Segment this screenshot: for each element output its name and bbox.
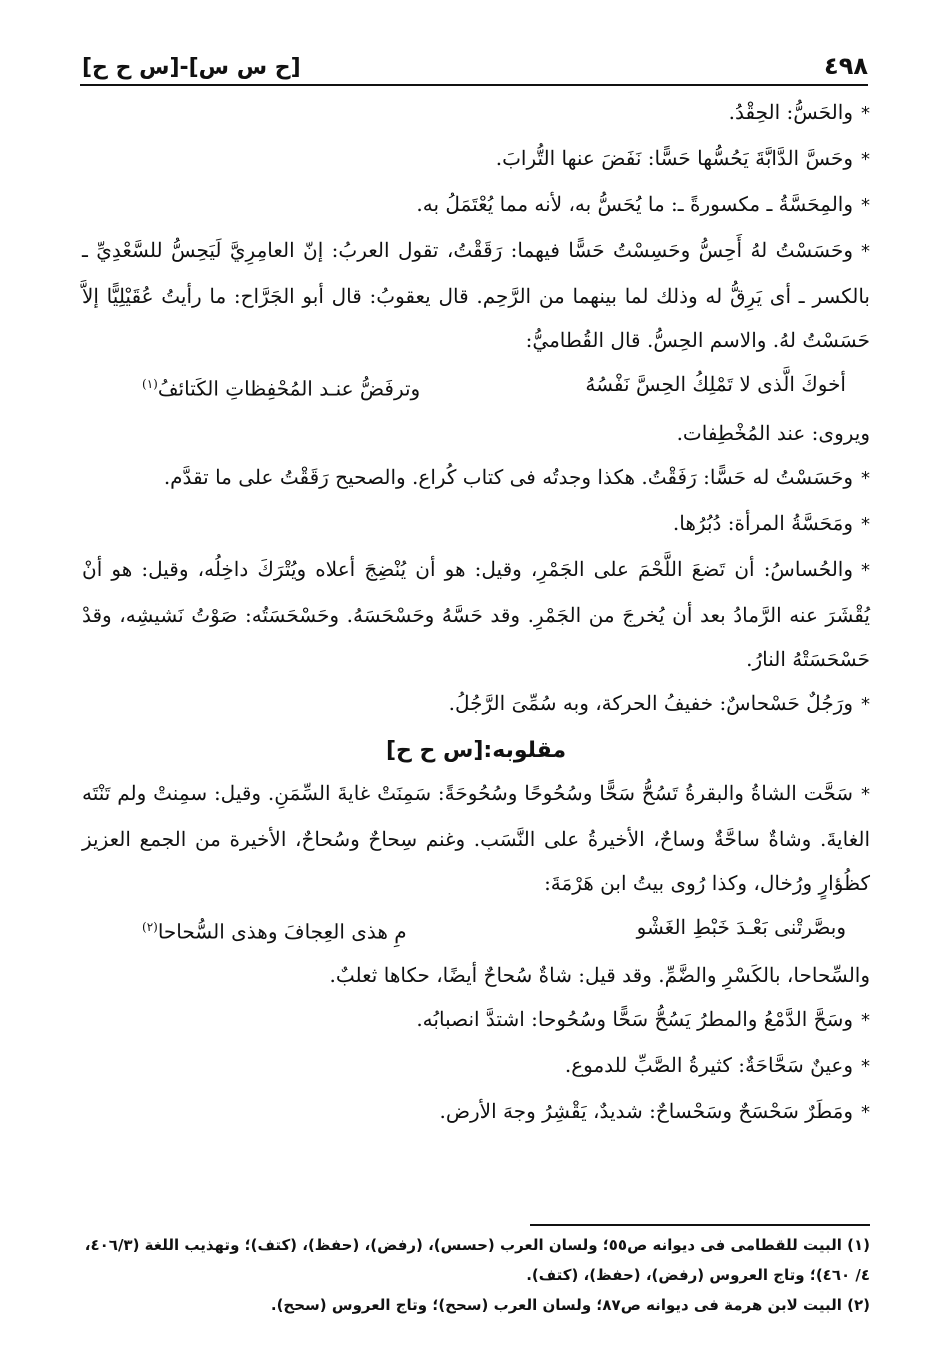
star-marker: * xyxy=(861,195,870,216)
verse-first-hemistich: وبصَّرتْنى بَعْـدَ خَبْطِ الغَشْو xyxy=(636,914,846,939)
star-marker: * xyxy=(861,241,870,262)
star-marker: * xyxy=(861,693,870,715)
footnote: (٢) البيت لابن هرمة فى ديوانه ص٨٧؛ ولسان العرب (سحح)؛ وتاج العروس (سحح). xyxy=(270,1296,870,1314)
entry-paragraph: والسِّحاحا، بالكَسْرِ والضَّمِّ. وقد قيل: شاةٌ سُحاحٌ أيضًا، حكاها ثعلبٌ. xyxy=(329,963,870,988)
verse-first-hemistich: أخوكَ الَّذى لا تَمْلِكُ الحِسَّ نَفْسُهُ xyxy=(585,372,846,396)
section-heading: مقلوبه:[س ح ح] xyxy=(385,737,567,763)
entry-paragraph: *وحَسَسْتُ له حَسًّا: رَفَقْتُ. هكذا وجدتُه فى كتاب كُراع. والصحيح رَقَقْتُ على ما تقدَّم. xyxy=(163,464,870,489)
footnotes xyxy=(82,1230,870,1320)
entry-paragraph: *وسَحَّ الدَّمْعُ والمطرُ يَسُحُّ سَحًّا وسُحُوحا: اشتدَّ انصبابُه. xyxy=(416,1007,870,1032)
entry-paragraph: *وحَسَّ الدَّابَّةَ يَحُسُّها حَسًّا: نَفَضَ عنها التُّرابَ. xyxy=(495,146,870,170)
entry-paragraph: *ورَجُلٌ حَسْحاسٌ: خفيفُ الحركة، وبه سُمِّىَ الرَّجُلُ. xyxy=(448,690,870,715)
page-number: ٤٩٨ xyxy=(824,52,868,80)
entry-paragraph: *والحَسُّ: الحِقْدُ. xyxy=(728,100,870,124)
entry-paragraph: *والمِحَسَّةُ ـ مكسورةً ـ: ما يُحَسُّ به، لأنه مما يُعْتَمَلُ به. xyxy=(416,192,870,216)
verse-line xyxy=(82,362,870,411)
entry-paragraph: *وحَسَسْتُ لهُ أَحِسُّ وحَسِسْتُ حَسًّا فيهما: رَقَقْتُ، تقول العربُ: إنّ العامِرِيَّ لَيَحِسُّ للسَّعْدِيِّ ـ بالكسر ـ أى يَرِقُّ له وذلك لما بينهما من الرَّحِم. قال يعقوبُ: قال أبو الجَرَّاح: ما رأيتُ عُقَيْلِيًّا إلاَّ حَسَسْتُ لهُ. والاسم الحِسُّ. قال القُطاميُّ: xyxy=(82,238,870,352)
entry-paragraph: *ومَطَرٌ سَحْسَحٌ وسَحْساحٌ: شديدٌ، يَقْشِرُ وجهَ الأرض. xyxy=(439,1099,870,1124)
page-header xyxy=(82,44,868,80)
entry-paragraph: *وعينٌ سَحَّاحَةٌ: كثيرةُ الصَّبِّ للدموع. xyxy=(564,1053,870,1078)
star-marker: * xyxy=(861,1056,870,1078)
entry-paragraph: *سَحَّت الشاةُ والبقرةُ تَسُحُّ سَحًّا وسُحُوحًا وسُحُوحَةً: سَمِنَتْ غايةَ السِّمَنِ. وقيل: سمِنتْ ولم تَنْتَه الغايةَ. وشاةٌ ساحَّةٌ وساحٌ، الأخيرةُ على النَّسَب. وغنم سِحاحٌ وسُحاحٌ، الأخيرة من الجمع العزيز كظُؤارٍ ورُخال، وكذا رُوى بيتُ ابن هَرْمَةَ: xyxy=(82,780,870,895)
entry-paragraph: *ومَحَسَّةُ المرأة: دُبُرُها. xyxy=(672,510,870,535)
verse-second-hemistich: مِ هذى العِجافَ وهذى السُّحاحا$^{(٢)}$ xyxy=(142,919,407,944)
star-marker: * xyxy=(861,149,870,170)
running-head: [ح س س]-[س ح ح] xyxy=(82,55,301,80)
footnote-ref: (١) xyxy=(142,377,158,391)
star-marker: * xyxy=(861,513,870,535)
footnote: (١) البيت للقطامى فى ديوانه ص٥٥؛ ولسان العرب (حسس)، (رفض)، (حفظ)، (كتف)؛ وتهذيب اللغة (٤٠٦/٣، ٤/ ٤٦٠)؛ وتاج العروس (رفض)، (حفظ)، (كتف). xyxy=(84,1236,870,1284)
entry-paragraph: *والحُساسُ: أن تَضعَ اللَّحْمَ على الجَمْرِ، وقيل: هو أن يُنْضِجَ أعلاه ويُتْرَكَ داخِلُه، وقيل: هو أنْ يُقْشَرَ عنه الرَّمادُ بعد أن يُخرجَ من الجَمْرِ. وقد حَسَّهُ وحَسْحَسَهُ. وحَسْحَسَتُه: صَوْتُ نَشيشِه، وقدْ حَسْحَسَتْهُ النارُ. xyxy=(82,556,870,671)
header-rule xyxy=(80,84,868,86)
verse-line xyxy=(82,905,870,954)
star-marker: * xyxy=(861,559,870,581)
verse-second-hemistich: وترفَضُّ عنـد المُحْفِظاتِ الكَتائفُ$^{(١)}$ xyxy=(142,376,421,401)
main-text xyxy=(82,90,870,1135)
star-marker: * xyxy=(861,103,870,124)
star-marker: * xyxy=(861,467,870,489)
entry-paragraph: ويروى: عند المُخْطِفات. xyxy=(676,420,870,445)
star-marker: * xyxy=(861,783,870,805)
star-marker: * xyxy=(861,1010,870,1032)
star-marker: * xyxy=(861,1102,870,1124)
footnote-rule xyxy=(530,1224,870,1226)
footnote-ref: (٢) xyxy=(142,919,158,934)
